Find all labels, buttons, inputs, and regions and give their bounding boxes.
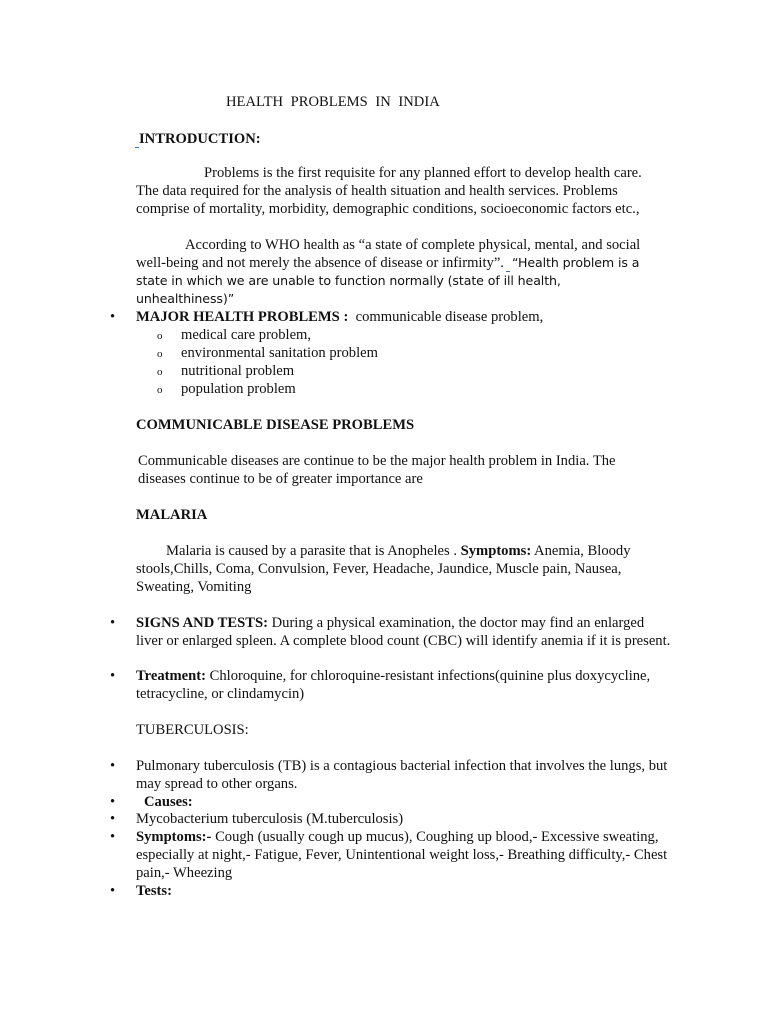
- communicable-paragraph: Communicable diseases are continue to be the major health problem in India. The diseases continue to be of greater importance are: [138, 453, 616, 487]
- bullet: •: [110, 309, 116, 325]
- intro-paragraph-2: According to WHO health as “a state of complete physical, mental, and social well-being and not merely the absence of disease or infirmity”. “Health problem is a state in which we are unable to function normally (state of ill health, unhealthiness)”: [136, 237, 641, 306]
- hyperlink-mark: [506, 257, 510, 272]
- malaria-heading: MALARIA: [136, 507, 208, 523]
- intro-paragraph-1: Problems is the first requisite for any planned effort to develop health care. The data required for the analysis of health situation and health services. Problems comprise of mortality, morbidity, demographic conditions, socioeconomic factors etc.,: [136, 165, 642, 217]
- introduction-heading: INTRODUCTION:: [135, 130, 261, 148]
- document-page: HEALTH PROBLEMS IN INDIA INTRODUCTION: Problems is the first requisite for any planned effort to develop health care. The data required for the analysis of health situation and health services. Problems comprise of mortality, morbidity, demographic conditions, socioeconomic factors etc., According to WHO health as “a state of complete physical, mental, and social well-being and not merely the absence of disease or infirmity”. “Health problem is a state in which we are unable to function normally (state of ill health, unhealthiness)” • MAJOR HEALTH PROBLEMS : communicable disease problem, o medical care problem, o environmental sanitation problem o nutritional problem o population problem COMMUNICABLE DISEASE PROBLEMS Communicable diseases are continue to be the major health problem in India. The diseases continue to be of greater importance are MALARIA Malaria is caused by a parasite that is Anopheles . Symptoms: Anemia, Bloody stools,Chills, Coma, Convulsion, Fever, Headache, Jaundice, Muscle pain, Nausea, Sweating, Vomiting • SIGNS AND TESTS: During a physical examination, the doctor may find an enlarged liver or enlarged spleen. A complete blood count (CBC) will identify anemia if it is present. • Treatment: Chloroquine, for chloroquine-resistant infections(quinine plus doxycycline, tetracycline, or clindamycin) TUBERCULOSIS: • Pulmonary tuberculosis (TB) is a contagious bacterial infection that involves the lungs, but may spread to other organs. • Causes: • Mycobacterium tuberculosis (M.tuberculosis) • Symptoms:- Cough (usually cough up mucus), Coughing up blood,- Excessive sweating, especially at night,- Fatigue, Fever, Unintentional weight loss,- Breathing difficulty,- Chest pain,- Wheezing • Tests:: [110, 94, 671, 899]
- malaria-paragraph: Malaria is caused by a parasite that is Anopheles . Symptoms: Anemia, Bloody stools,Chills, Coma, Convulsion, Fever, Headache, Jaundice, Muscle pain, Nausea, Sweating, Vomiting: [136, 543, 631, 595]
- document-title: HEALTH PROBLEMS IN INDIA: [226, 94, 440, 110]
- major-health-problems-label: MAJOR HEALTH PROBLEMS :: [136, 309, 349, 325]
- communicable-heading: COMMUNICABLE DISEASE PROBLEMS: [136, 417, 415, 433]
- tuberculosis-heading: TUBERCULOSIS:: [136, 722, 249, 738]
